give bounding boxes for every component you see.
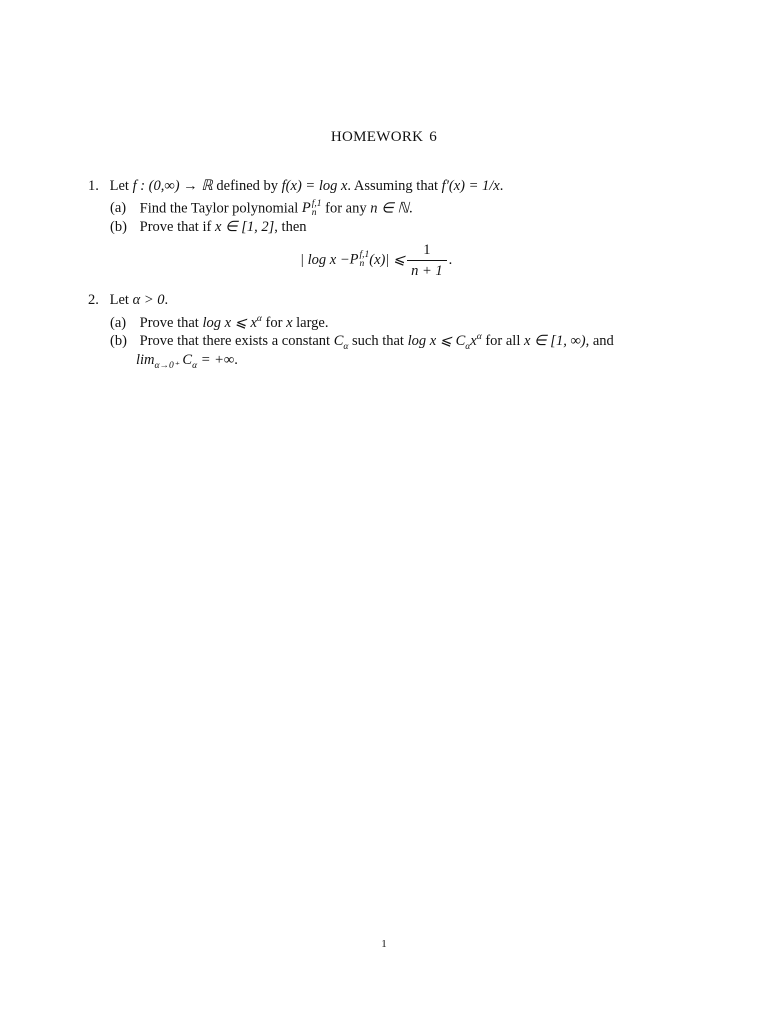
math-base: P [349, 251, 359, 268]
part-label: (a) [110, 200, 127, 217]
part-text-end: . [408, 200, 413, 217]
part-text: Prove that [139, 314, 199, 331]
math-subscript: α [192, 360, 198, 371]
problem-2-math-alpha: α > 0 [132, 292, 165, 308]
problem-2-intro-text: Let [109, 292, 129, 308]
part-text-2: , then [274, 219, 307, 235]
problem-1-intro-mid2: . Assuming that [347, 178, 439, 194]
part-text: Prove that there exists a constant [139, 332, 331, 349]
part-text-3: for all [485, 332, 521, 349]
equation-lhs-tail: (x)| ⩽ [369, 251, 406, 268]
problem-1-math-domain: f : (0,∞) → ℝ [132, 178, 213, 194]
math-subscript: α [465, 341, 471, 352]
problem-2-number: 2. [88, 292, 99, 308]
math-subscript: n [311, 208, 317, 218]
part-text-2: for [265, 314, 283, 331]
math-base: P [301, 200, 311, 217]
problem-1-math-function: f(x) = log x [281, 178, 348, 194]
problem-2-part-b [110, 332, 614, 352]
fraction-denominator: n + 1 [411, 262, 443, 279]
math-expression: x ∈ [1, 2] [214, 219, 275, 235]
part-text-4: , and [585, 332, 614, 349]
part-text-2: for any [325, 200, 367, 217]
equation-lhs: | log x − [300, 251, 350, 268]
title-text: HOMEWORK [330, 129, 424, 145]
problem-1-intro-mid: defined by [216, 178, 279, 194]
fraction-numerator: 1 [423, 241, 431, 258]
limit-operator: lim [136, 352, 155, 368]
math-expression: log x ⩽ x [202, 314, 257, 331]
part-label: (b) [110, 219, 127, 235]
part-text: Prove that if [139, 219, 212, 235]
fraction [407, 242, 447, 279]
math-expression: n ∈ ℕ [370, 200, 409, 217]
limit-expression [136, 352, 235, 371]
math-variable: x [470, 332, 477, 349]
problem-1-intro-end: . [499, 178, 504, 194]
limit-value: = +∞ [200, 352, 235, 368]
math-superscript: f,1 [311, 199, 322, 209]
limit-subscript: α→0⁺ [154, 360, 179, 371]
constant-symbol [333, 332, 349, 352]
problem-2-intro [88, 292, 168, 309]
problem-1-part-b [110, 219, 307, 236]
problem-1-intro [88, 178, 503, 195]
math-inequality [407, 332, 482, 352]
part-text-3: large. [296, 314, 329, 331]
problem-2-part-b-continued [136, 352, 238, 371]
page-number: 1 [381, 938, 387, 950]
problem-1-number: 1. [88, 178, 99, 194]
taylor-polynomial-symbol [350, 251, 370, 269]
math-superscript: α [256, 314, 262, 324]
math-subscript: α [343, 341, 349, 352]
page-title [0, 129, 768, 146]
problem-1-part-a [110, 200, 413, 218]
taylor-polynomial-symbol [302, 200, 322, 216]
display-equation [300, 240, 452, 280]
part-label: (b) [110, 332, 127, 349]
math-base: C [333, 332, 344, 349]
math-variable: x [286, 314, 293, 331]
math-interval: x ∈ [1, ∞) [523, 332, 586, 349]
part-text-2: such that [352, 332, 404, 349]
title-number: 6 [429, 129, 438, 145]
part-label: (a) [110, 314, 127, 331]
math-expression: log x ⩽ C [407, 332, 466, 349]
math-superscript: α [476, 332, 482, 342]
problem-2-intro-end: . [164, 292, 169, 308]
problem-1-math-derivative: f′(x) = 1/x [441, 178, 500, 194]
equation-end: . [448, 251, 453, 268]
problem-1-intro-text: Let [109, 178, 129, 194]
math-inequality [202, 315, 261, 331]
math-base: C [182, 352, 193, 368]
part-end: . [234, 352, 238, 368]
math-subscript: n [359, 259, 365, 269]
problem-2-part-a [110, 314, 328, 332]
part-text: Find the Taylor polynomial [139, 200, 299, 217]
math-superscript: f,1 [359, 250, 370, 260]
